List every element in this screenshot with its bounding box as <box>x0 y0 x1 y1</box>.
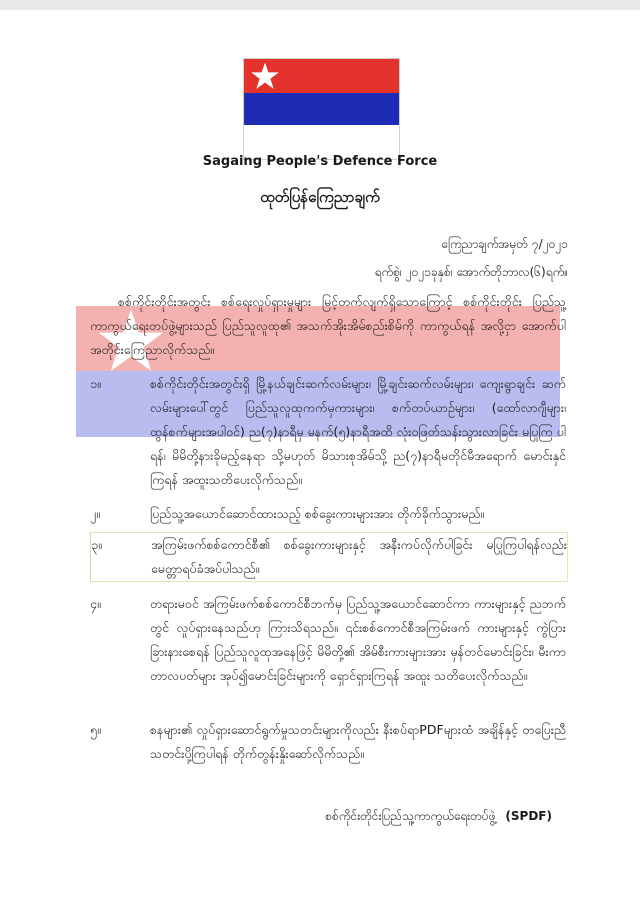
item-number: ၂။ <box>90 506 100 521</box>
star-icon <box>250 61 280 91</box>
item-number: ၃။ <box>91 537 102 552</box>
top-bar <box>0 0 640 10</box>
list-item <box>90 532 568 582</box>
statement-date: ရက်စွဲ၊ ၂၀၂၁ခုနှစ်၊ အောက်တိုဘာလ(၆)ရက်။ <box>374 265 568 279</box>
signature-abbreviation: (SPDF) <box>505 809 552 823</box>
item-number: ၄။ <box>90 596 101 611</box>
intro-paragraph: စစ်ကိုင်းတိုင်းအတွင်း စစ်ရေးလှုပ်ရှားမှုများ မြင့်တက်လျက်ရှိသောကြောင့် စစ်ကိုင်းတိုင်း ပြည်သူ့ကာကွယ်ရေးတပ်ဖွဲ့များသည် ပြည်သူလူထု၏ အသက်အိုးအိမ်စည်းစိမ်ကို ကာကွယ်ရန် အလို့ငှာ အောက်ပါအတိုင်းကြေညာလိုက်သည်။ <box>90 294 566 357</box>
statement-number: ကြေညာချက်အမှတ် ၇/၂၀၂၁ <box>441 237 568 251</box>
item-number: ၅။ <box>90 722 101 737</box>
organization-name: Sagaing People's Defence Force <box>202 154 438 169</box>
item-text: အကြမ်းဖက်စစ်ကောင်စီ၏ စစ်ခွေးကားများနှင့် အနီးကပ်လိုက်ပါခြင်း မပြုကြပါရန်လည်း မေတ္တာရပ်ခံအပ်ပါသည်။ <box>151 537 567 576</box>
statement-page <box>0 10 640 909</box>
spdf-flag-logo <box>243 58 400 160</box>
signature-block <box>325 808 552 826</box>
list-item <box>90 718 566 766</box>
item-text: စနများ၏ လှုပ်ရှားဆောင်ရွက်မှုသတင်းများကိုလည်း နီးစပ်ရာPDFများထံ အချိန်နှင့် တပြေးညီ သတင်းပို့ကြပါရန် တိုက်တွန်းနှိုးဆော်လိုက်သည်။ <box>150 722 566 761</box>
statement-title: ထုတ်ပြန်ကြေညာချက် <box>260 188 380 206</box>
signature-name: စစ်ကိုင်းတိုင်းပြည်သူ့ကာကွယ်ရေးတပ်ဖွဲ့ <box>325 809 496 823</box>
item-text: စစ်ကိုင်းတိုင်းအတွင်းရှိ မြို့နယ်ချင်းဆက်လမ်းများ၊ မြို့ချင်းဆက်လမ်းများ၊ ကျေးရွာချင်း ဆက်လမ်းများပေါ်တွင် ပြည်သူလူထုကက်မှကားများ၊ စက်တပ်ယာဉ်များ၊ (ထော်လာဂျီများ၊ ထွန်စက်များအပါဝင်) ည(၇)နာရီမှ မနက်(၅)နာရီအထိ လုံးဝဖြတ်သန်းသွားလာခြင်း မပြုကြ ပါရန်၊ မိမိတို့နားခိုမည့်နေရာ သို့မဟုတ် မိသားစုအိမ်သို့ ည(၇)နာရီမတိုင်မီအရောက် မောင်းနှင်ကြရန် အထူးသတိပေးလိုက်သည်။ <box>150 376 567 487</box>
list-item <box>90 592 566 688</box>
item-text: တရားမဝင် အကြမ်းဖက်စစ်ကောင်စီဘက်မှ ပြည်သူ့အယောင်ဆောင်ကာ ကားများနှင့် ညဘက်တွင် လှုပ်ရှားနေသည်ဟု ကြားသိရသည်။ ၎င်းစစ်ကောင်စီအကြမ်းဖက် ကားများနှင့် ကွဲပြားခြားနားစေရန် ပြည်သူလူထုအနေဖြင့် မိမိတို့၏ အိမ်စီးကားများအား မှန်တင်မောင်းခြင်း၊ မီးကာတာလပတ်များ အုပ်၍မောင်းခြင်းများကို ရှောင်ရှားကြရန် အထူး သတိပေးလိုက်သည်။ <box>150 596 566 683</box>
list-item <box>90 372 566 492</box>
list-item <box>90 502 566 526</box>
item-text: ပြည်သူ့အယောင်ဆောင်ထားသည့် စစ်ခွေးကားများအား တိုက်ခိုက်သွားမည်။ <box>150 506 485 521</box>
item-number: ၁။ <box>90 376 101 391</box>
